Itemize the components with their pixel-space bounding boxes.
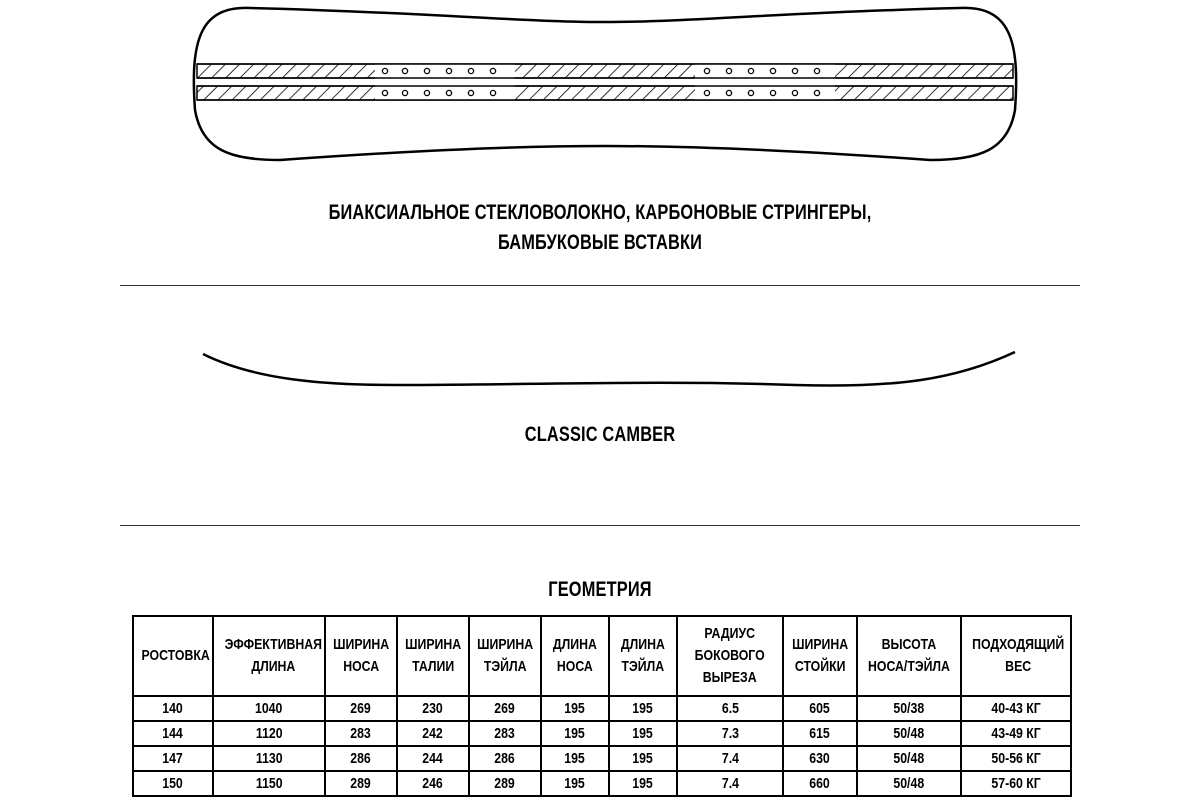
table-cell-value: 7.4 [721, 775, 739, 792]
insert-strip-right [695, 64, 835, 100]
column-header-label: ПОДХОДЯЩИЙ ВЕС [972, 636, 1065, 675]
table-cell [133, 771, 213, 796]
table-cell [541, 721, 609, 746]
snowboard-top-view [190, 0, 1020, 170]
table-cell-value: 40-43 КГ [991, 700, 1041, 717]
insert-hole [792, 90, 797, 95]
column-header-label: ШИРИНА ТЭЙЛА [476, 636, 534, 675]
table-cell [783, 696, 857, 721]
column-header-label: ШИРИНА ТАЛИИ [404, 636, 462, 675]
table-cell-value: 269 [494, 700, 516, 717]
geometry-title: ГЕОМЕТРИЯ [548, 578, 652, 601]
table-cell [133, 696, 213, 721]
table-cell [961, 721, 1071, 746]
table-cell-value: 283 [494, 725, 516, 742]
table-cell [541, 746, 609, 771]
table-cell [541, 696, 609, 721]
table-cell [469, 771, 541, 796]
insert-hole [748, 68, 753, 73]
insert-hole [402, 68, 407, 73]
column-header [325, 616, 397, 696]
table-cell [325, 696, 397, 721]
column-header [783, 616, 857, 696]
snowboard-profile-view [195, 340, 1025, 400]
table-cell [609, 696, 677, 721]
table-cell [857, 771, 961, 796]
column-header [961, 616, 1071, 696]
table-cell-value: 195 [564, 775, 586, 792]
table-cell-value: 246 [422, 775, 444, 792]
table-cell-value: 1150 [255, 775, 283, 792]
table-cell [469, 696, 541, 721]
table-cell [961, 696, 1071, 721]
column-header [677, 616, 783, 696]
table-cell-value: 286 [350, 750, 372, 767]
table-cell [961, 771, 1071, 796]
stringer-upper [197, 64, 1013, 78]
table-cell [469, 721, 541, 746]
table-cell-value: 195 [564, 725, 586, 742]
insert-hole [468, 68, 473, 73]
table-cell-value: 50/48 [893, 750, 925, 767]
table-cell [783, 746, 857, 771]
column-header [397, 616, 469, 696]
insert-hole [726, 68, 731, 73]
table-cell [325, 746, 397, 771]
table-cell [133, 746, 213, 771]
materials-caption-line1: БИАКСИАЛЬНОЕ СТЕКЛОВОЛОКНО, КАРБОНОВЫЕ СТРИНГЕРЫ, [328, 201, 872, 224]
column-header-label: ДЛИНА НОСА [552, 636, 597, 675]
table-cell [213, 721, 325, 746]
column-header [609, 616, 677, 696]
board-outline [194, 8, 1016, 160]
table-cell [541, 771, 609, 796]
insert-hole [402, 90, 407, 95]
table-cell-value: 7.3 [721, 725, 739, 742]
insert-hole [424, 68, 429, 73]
insert-hole [792, 68, 797, 73]
table-cell [783, 771, 857, 796]
table-cell [783, 721, 857, 746]
table-cell-value: 6.5 [721, 700, 739, 717]
table-row [133, 721, 1071, 746]
table-cell [469, 746, 541, 771]
table-header-row [133, 616, 1071, 696]
table-cell-value: 289 [350, 775, 372, 792]
table-cell [397, 746, 469, 771]
table-cell-value: 50/38 [893, 700, 925, 717]
table-cell [857, 696, 961, 721]
insert-hole [814, 90, 819, 95]
table-cell-value: 57-60 КГ [991, 775, 1041, 792]
table-cell-value: 50/48 [893, 775, 925, 792]
insert-hole [468, 90, 473, 95]
insert-hole [382, 68, 387, 73]
column-header-label: ШИРИНА НОСА [332, 636, 390, 675]
column-header [133, 616, 213, 696]
column-header [857, 616, 961, 696]
column-header-label: ШИРИНА СТОЙКИ [791, 636, 849, 675]
table-cell-value: 50-56 КГ [991, 750, 1041, 767]
insert-hole [382, 90, 387, 95]
table-cell [609, 771, 677, 796]
table-cell [325, 771, 397, 796]
table-cell [609, 721, 677, 746]
table-cell [677, 696, 783, 721]
table-cell-value: 1120 [255, 725, 283, 742]
table-cell-value: 195 [564, 700, 586, 717]
section-divider [120, 285, 1080, 286]
table-cell [213, 771, 325, 796]
column-header [469, 616, 541, 696]
table-cell [857, 721, 961, 746]
table-cell [325, 721, 397, 746]
table-cell [677, 771, 783, 796]
insert-hole [446, 90, 451, 95]
table-cell [677, 746, 783, 771]
materials-caption [132, 198, 1068, 258]
table-cell-value: 150 [162, 775, 184, 792]
table-cell-value: 1040 [255, 700, 283, 717]
table-cell-value: 144 [162, 725, 184, 742]
insert-hole [704, 90, 709, 95]
insert-hole [726, 90, 731, 95]
table-cell-value: 7.4 [721, 750, 739, 767]
table-cell-value: 605 [809, 700, 831, 717]
table-cell [213, 696, 325, 721]
column-header-label: РАДИУС БОКОВОГО ВЫРЕЗА [694, 625, 766, 686]
table-cell [133, 721, 213, 746]
table-row [133, 696, 1071, 721]
table-cell [213, 746, 325, 771]
materials-caption-line2: БАМБУКОВЫЕ ВСТАВКИ [497, 231, 703, 254]
table-cell-value: 195 [632, 725, 654, 742]
table-cell-value: 242 [422, 725, 444, 742]
table-cell-value: 147 [162, 750, 184, 767]
table-row [133, 746, 1071, 771]
table-cell-value: 630 [809, 750, 831, 767]
table-cell-value: 230 [422, 700, 444, 717]
insert-hole [424, 90, 429, 95]
insert-hole [770, 68, 775, 73]
column-header-label: РОСТОВКА [141, 647, 210, 664]
geometry-table [132, 615, 1072, 797]
insert-hole [704, 68, 709, 73]
table-cell [857, 746, 961, 771]
stringer-lower [197, 86, 1013, 100]
table-body [133, 696, 1071, 796]
column-header-label: ВЫСОТА НОСА/ТЭЙЛА [868, 636, 950, 675]
table-row [133, 771, 1071, 796]
table-cell-value: 244 [422, 750, 444, 767]
column-header-label: ДЛИНА ТЭЙЛА [620, 636, 665, 675]
table-cell [609, 746, 677, 771]
table-cell [397, 771, 469, 796]
column-header [541, 616, 609, 696]
table-cell [961, 746, 1071, 771]
column-header-label: ЭФФЕКТИВНАЯ ДЛИНА [224, 636, 322, 675]
table-cell [397, 721, 469, 746]
table-cell-value: 269 [350, 700, 372, 717]
table-cell-value: 195 [632, 700, 654, 717]
section-divider [120, 525, 1080, 526]
table-cell-value: 286 [494, 750, 516, 767]
insert-hole [814, 68, 819, 73]
table-cell-value: 43-49 КГ [991, 725, 1041, 742]
table-cell-value: 283 [350, 725, 372, 742]
table-cell-value: 615 [809, 725, 831, 742]
table-cell-value: 195 [632, 750, 654, 767]
table-cell-value: 195 [632, 775, 654, 792]
table-cell-value: 289 [494, 775, 516, 792]
table-cell-value: 195 [564, 750, 586, 767]
table-cell-value: 1130 [255, 750, 283, 767]
insert-hole [748, 90, 753, 95]
table-cell [677, 721, 783, 746]
insert-hole [490, 90, 495, 95]
table-cell-value: 660 [809, 775, 831, 792]
profile-caption: CLASSIC CAMBER [524, 423, 676, 446]
camber-profile-line [203, 352, 1015, 386]
insert-hole [770, 90, 775, 95]
table-cell [397, 696, 469, 721]
table-cell-value: 50/48 [893, 725, 925, 742]
table-cell-value: 140 [162, 700, 184, 717]
column-header [213, 616, 325, 696]
insert-hole [446, 68, 451, 73]
insert-hole [490, 68, 495, 73]
